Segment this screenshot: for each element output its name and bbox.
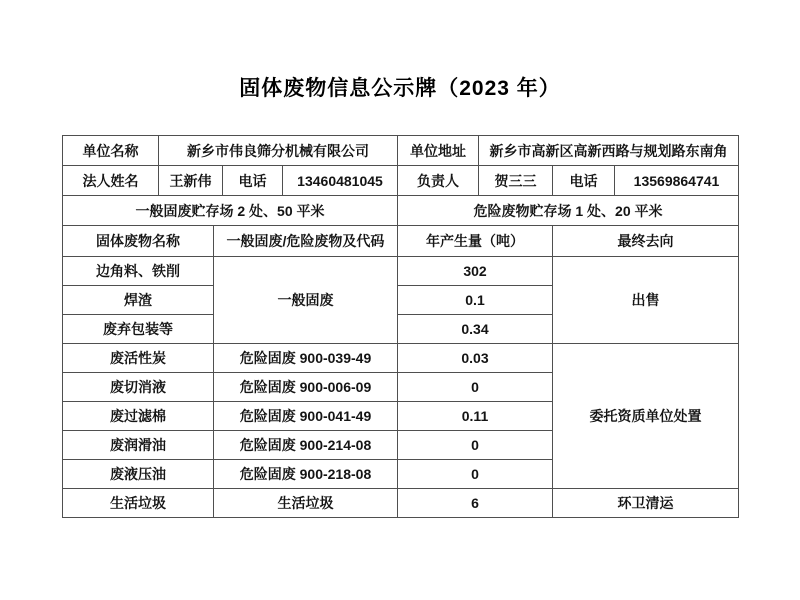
unit-info-row <box>63 136 739 166</box>
header-waste-category: 一般固废/危险废物及代码 <box>214 226 398 257</box>
general-storage-cell: 一般固废贮存场 2 处、50 平米 <box>63 196 398 226</box>
waste-header-row <box>63 226 739 257</box>
waste-destination-cell: 委托资质单位处置 <box>553 344 739 489</box>
header-waste-amount: 年产生量（吨） <box>398 226 553 257</box>
contacts-row <box>63 166 739 196</box>
table-row <box>63 489 739 518</box>
manager-label: 负责人 <box>398 166 479 196</box>
waste-name-cell: 废活性炭 <box>63 344 214 373</box>
waste-name-cell: 废过滤棉 <box>63 402 214 431</box>
manager-phone-value: 13569864741 <box>615 166 739 196</box>
manager-phone-label: 电话 <box>553 166 615 196</box>
legal-phone-value: 13460481045 <box>283 166 398 196</box>
unit-name-value: 新乡市伟良筛分机械有限公司 <box>159 136 398 166</box>
storage-row <box>63 196 739 226</box>
waste-name-cell: 生活垃圾 <box>63 489 214 518</box>
waste-amount-cell: 0.34 <box>398 315 553 344</box>
waste-name-cell: 焊渣 <box>63 286 214 315</box>
waste-amount-cell: 302 <box>398 257 553 286</box>
waste-category-cell: 危险固废 900-006-09 <box>214 373 398 402</box>
manager-value: 贺三三 <box>479 166 553 196</box>
header-waste-name: 固体废物名称 <box>63 226 214 257</box>
page-title: 固体废物信息公示牌（2023 年） <box>239 77 561 100</box>
waste-category-cell: 危险固废 900-041-49 <box>214 402 398 431</box>
waste-category-cell: 生活垃圾 <box>214 489 398 518</box>
waste-amount-cell: 0.1 <box>398 286 553 315</box>
waste-name-cell: 废切消液 <box>63 373 214 402</box>
waste-info-table <box>62 135 739 518</box>
waste-category-cell: 危险固废 900-214-08 <box>214 431 398 460</box>
waste-name-cell: 废液压油 <box>63 460 214 489</box>
header-waste-destination: 最终去向 <box>553 226 739 257</box>
waste-amount-cell: 0 <box>398 373 553 402</box>
legal-phone-label: 电话 <box>223 166 283 196</box>
unit-name-label: 单位名称 <box>63 136 159 166</box>
waste-name-cell: 边角料、铁削 <box>63 257 214 286</box>
unit-address-value: 新乡市高新区高新西路与规划路东南角 <box>479 136 739 166</box>
waste-amount-cell: 0.11 <box>398 402 553 431</box>
waste-destination-cell: 环卫清运 <box>553 489 739 518</box>
table-row <box>63 257 739 286</box>
waste-category-cell: 一般固废 <box>214 257 398 344</box>
waste-amount-cell: 0 <box>398 431 553 460</box>
waste-name-cell: 废润滑油 <box>63 431 214 460</box>
waste-destination-cell: 出售 <box>553 257 739 344</box>
waste-name-cell: 废弃包装等 <box>63 315 214 344</box>
legal-person-value: 王新伟 <box>159 166 223 196</box>
waste-amount-cell: 0.03 <box>398 344 553 373</box>
hazardous-storage-cell: 危险废物贮存场 1 处、20 平米 <box>398 196 739 226</box>
waste-amount-cell: 0 <box>398 460 553 489</box>
waste-category-cell: 危险固废 900-039-49 <box>214 344 398 373</box>
waste-category-cell: 危险固废 900-218-08 <box>214 460 398 489</box>
waste-amount-cell: 6 <box>398 489 553 518</box>
legal-person-label: 法人姓名 <box>63 166 159 196</box>
unit-address-label: 单位地址 <box>398 136 479 166</box>
table-row <box>63 344 739 373</box>
